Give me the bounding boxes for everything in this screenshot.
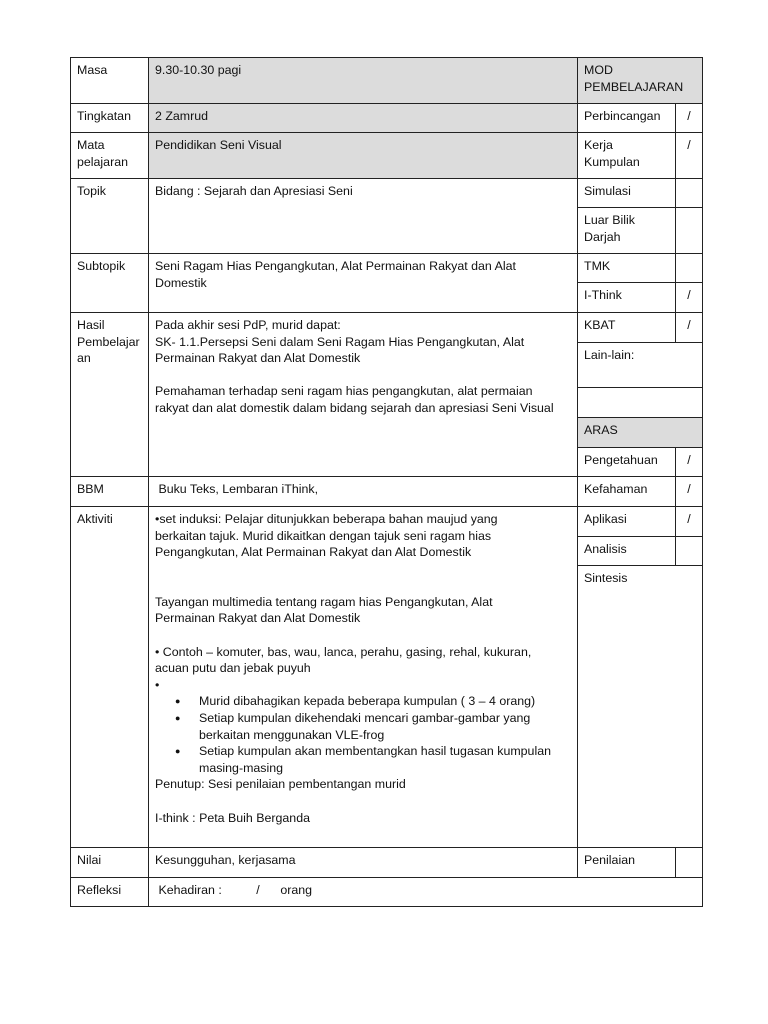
tayangan-text: Tayangan multimedia tentang ragam hias Pengangkutan, Alat Permainan Rakyat dan Alat Domestik [155,594,493,626]
mod-pembelajaran-header: MOD PEMBELAJARAN [577,57,703,104]
refleksi-label: Refleksi [70,877,149,907]
aras-header: ARAS [577,417,703,448]
nilai-label: Nilai [70,847,149,878]
hasil-pembelajaran-value: Pada akhir sesi PdP, murid dapat: SK- 1.1.Persepsi Seni dalam Seni Ragam Hias Pengangkutan, Alat Permainan Rakyat dan Alat Domestik Pemahaman terhadap seni ragam hias pengangkutan, alat permaian rakyat dan alat domestik dalam bidang sejarah dan apresiasi Seni Visual [148,312,578,477]
kbat-label: KBAT [577,312,676,343]
lesson-plan-table [70,57,703,907]
masa-value: 9.30-10.30 pagi [148,57,578,104]
aktiviti-content [148,506,578,848]
ithink-text: I-think : Peta Buih Berganda [155,810,310,825]
tmk-label: TMK [577,253,676,283]
tingkatan-value: 2 Zamrud [148,103,578,133]
bbm-label: BBM [70,476,149,507]
kefahaman-mark: / [675,476,703,507]
contoh-text: • Contoh – komuter, bas, wau, lanca, perahu, gasing, rehal, kukuran, acuan putu dan jebak puyuh [155,644,532,676]
subtopik-value: Seni Ragam Hias Pengangkutan, Alat Permainan Rakyat dan Alat Domestik [148,253,578,313]
set-induksi-text: •set induksi: Pelajar ditunjukkan beberapa bahan maujud yang berkaitan tajuk. Murid dikaitkan dengan tajuk seni ragam hias Pengangkutan, Alat Permainan Rakyat dan Alat Domestik [155,512,498,560]
empty-bullet: • [155,677,160,692]
tmk-mark [675,253,703,283]
bbm-value: Buku Teks, Lembaran iThink, [148,476,578,507]
kerja-kumpulan-label: Kerja Kumpulan [577,132,676,179]
subtopik-label: Subtopik [70,253,149,313]
kerja-kumpulan-mark: / [675,132,703,179]
mata-pelajaran-label: Mata pelajaran [70,132,149,179]
hasil-pembelajaran-label: Hasil Pembelajar an [70,312,149,477]
aktiviti-label: Aktiviti [70,506,149,848]
penilaian-mark [675,847,703,878]
luar-bilik-darjah-mark [675,207,703,254]
refleksi-value: Kehadiran : / orang [148,877,703,907]
analisis-label: Analisis [577,536,676,566]
list-item: ● Setiap kumpulan akan membentangkan hasil tugasan kumpulan masing-masing [199,743,571,776]
analisis-mark [675,536,703,566]
list-item: ● Murid dibahagikan kepada beberapa kumpulan ( 3 – 4 orang) [199,693,571,710]
simulasi-label: Simulasi [577,178,676,208]
sintesis-label: Sintesis [577,565,703,848]
kefahaman-label: Kefahaman [577,476,676,507]
lain-lain-blank [577,387,703,418]
penilaian-label: Penilaian [577,847,676,878]
perbincangan-mark: / [675,103,703,133]
topik-value: Bidang : Sejarah dan Apresiasi Seni [148,178,578,254]
aplikasi-mark: / [675,506,703,537]
simulasi-mark [675,178,703,208]
lain-lain-label: Lain-lain: [577,342,703,388]
luar-bilik-darjah-label: Luar Bilik Darjah [577,207,676,254]
aplikasi-label: Aplikasi [577,506,676,537]
ithink-label: I-Think [577,282,676,313]
topik-label: Topik [70,178,149,254]
tingkatan-label: Tingkatan [70,103,149,133]
nilai-value: Kesungguhan, kerjasama [148,847,578,878]
activity-bullet-list [155,693,571,776]
masa-label: Masa [70,57,149,104]
ithink-mark: / [675,282,703,313]
list-item: ● Setiap kumpulan dikehendaki mencari gambar-gambar yang berkaitan menggunakan VLE-frog [199,710,571,743]
perbincangan-label: Perbincangan [577,103,676,133]
pengetahuan-label: Pengetahuan [577,447,676,477]
penutup-text: Penutup: Sesi penilaian pembentangan murid [155,777,406,792]
mata-pelajaran-value: Pendidikan Seni Visual [148,132,578,179]
pengetahuan-mark: / [675,447,703,477]
kbat-mark: / [675,312,703,343]
